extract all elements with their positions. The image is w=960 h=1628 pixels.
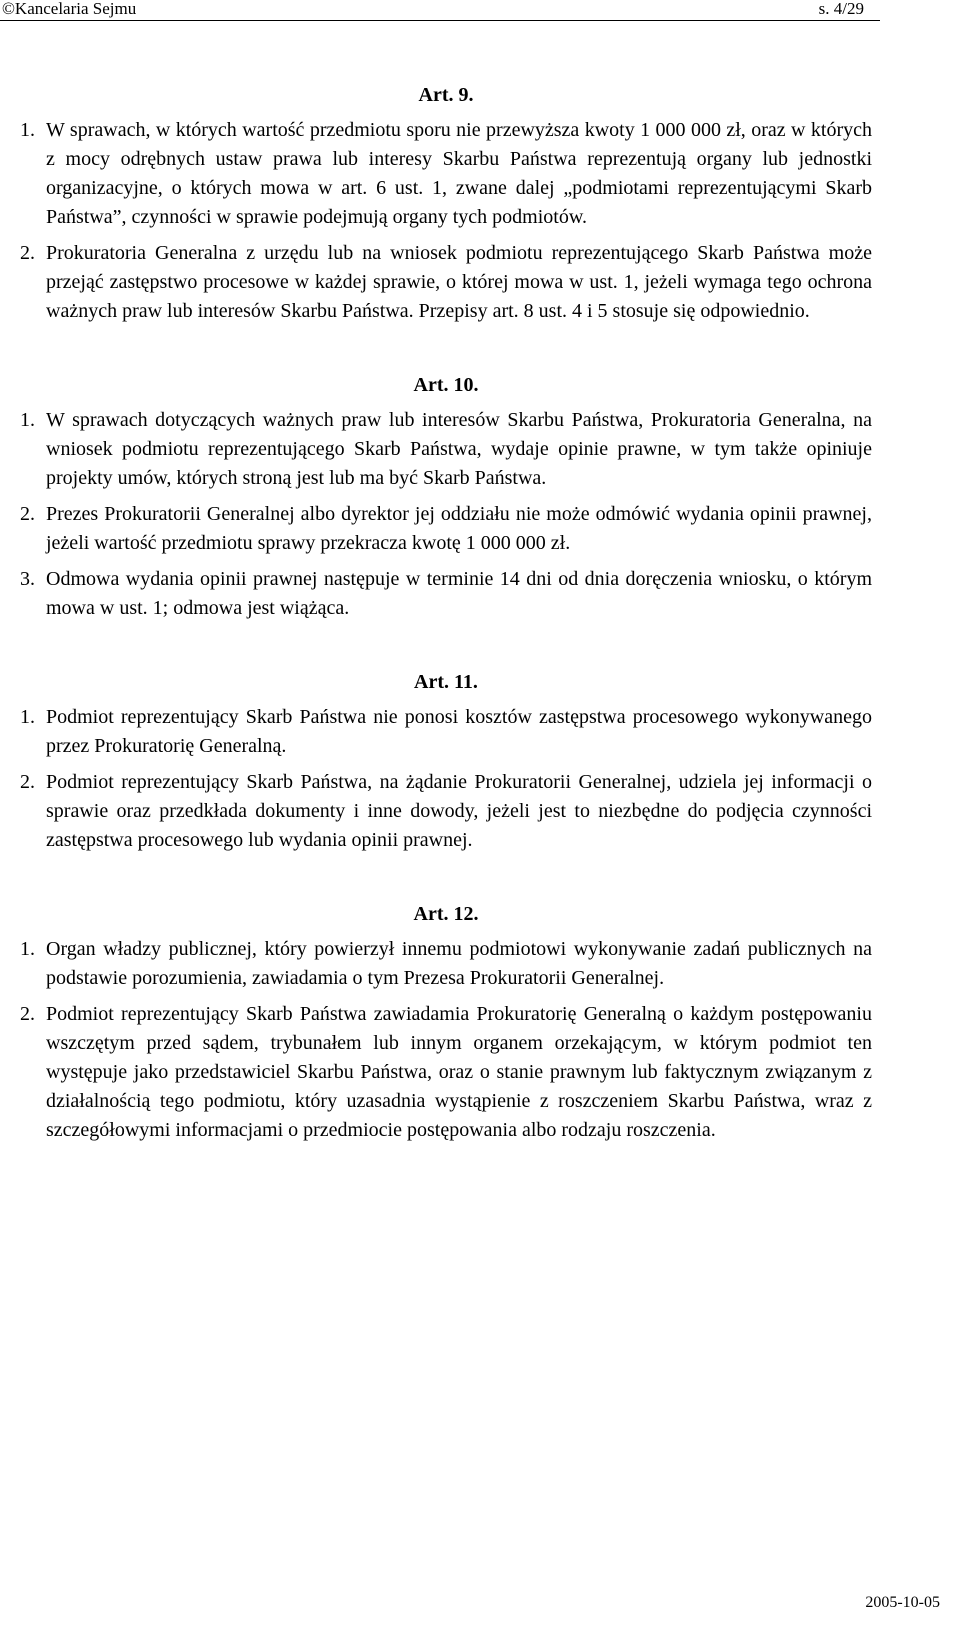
page-number: s. 4/29 <box>818 0 864 18</box>
paragraph-number: 1. <box>20 938 35 960</box>
paragraph-text: Odmowa wydania opinii prawnej następuje w terminie 14 dni od dnia doręczenia wniosku, o którym mowa w ust. 1; odmowa jest wiążąca. <box>46 568 872 619</box>
paragraph-number: 2. <box>20 1003 35 1025</box>
article-11 <box>20 667 872 855</box>
paragraph <box>20 406 872 493</box>
paragraph-number: 2. <box>20 242 35 264</box>
paragraph <box>20 116 872 232</box>
page-header <box>0 0 880 21</box>
paragraph-text: Prokuratoria Generalna z urzędu lub na wniosek podmiotu reprezentującego Skarb Państwa może przejąć zastępstwo procesowe w każdej sprawie, o której mowa w ust. 1, jeżeli wymaga tego ochrona ważnych praw lub interesów Skarbu Państwa. Przepisy art. 8 ust. 4 i 5 stosuje się odpowiednio. <box>46 242 872 322</box>
paragraph-text: W sprawach dotyczących ważnych praw lub interesów Skarbu Państwa, Prokuratoria Generalna, na wniosek podmiotu reprezentującego Skarb Państwa, wydaje opinie prawne, w tym także opiniuje projekty umów, których stroną jest lub ma być Skarb Państwa. <box>46 409 872 489</box>
paragraph-text: Prezes Prokuratorii Generalnej albo dyrektor jej oddziału nie może odmówić wydania opinii prawnej, jeżeli wartość przedmiotu sprawy przekracza kwotę 1 000 000 zł. <box>46 503 872 554</box>
paragraph-text: Organ władzy publicznej, który powierzył innemu podmiotowi wykonywanie zadań publicznych na podstawie porozumienia, zawiadamia o tym Prezesa Prokuratorii Generalnej. <box>46 938 872 989</box>
paragraph-number: 3. <box>20 568 35 590</box>
paragraph <box>20 768 872 855</box>
paragraph-text: Podmiot reprezentujący Skarb Państwa zawiadamia Prokuratorię Generalną o każdym postępowaniu wszczętym przed sądem, trybunałem lub innym organem orzekającym, w którym podmiot ten występuje jako przedstawiciel Skarbu Państwa, oraz o stanie prawnym lub faktycznym związanym z działalnością tego podmiotu, który uzasadnia wystąpienie z roszczeniem Skarbu Państwa, wraz z szczegółowymi informacjami o przedmiocie postępowania albo rodzaju roszczenia. <box>46 1003 872 1141</box>
paragraph-number: 1. <box>20 409 35 431</box>
article-title: Art. 10. <box>413 374 479 396</box>
article-10 <box>20 370 872 623</box>
paragraph-number: 2. <box>20 503 35 525</box>
article-title: Art. 9. <box>418 84 474 106</box>
article-title: Art. 11. <box>414 671 478 693</box>
copyright-label: ©Kancelaria Sejmu <box>2 0 137 18</box>
paragraph-text: W sprawach, w których wartość przedmiotu sporu nie przewyższa kwoty 1 000 000 zł, oraz w których z mocy odrębnych ustaw prawa lub interesy Skarbu Państwa reprezentują organy lub jednostki organizacyjne, o których mowa w art. 6 ust. 1, zwane dalej „podmiotami reprezentującymi Skarb Państwa”, czynności w sprawie podejmują organy tych podmiotów. <box>46 119 872 228</box>
paragraph <box>20 500 872 558</box>
paragraph <box>20 565 872 623</box>
paragraph <box>20 239 872 326</box>
article-12 <box>20 899 872 1145</box>
paragraph-text: Podmiot reprezentujący Skarb Państwa, na żądanie Prokuratorii Generalnej, udziela jej informacji o sprawie oraz przedkłada dokumenty i inne dowody, jeżeli jest to niezbędne do podjęcia czynności zastępstwa procesowego lub wydania opinii prawnej. <box>46 771 872 851</box>
paragraph-number: 1. <box>20 706 35 728</box>
paragraph <box>20 935 872 993</box>
document-body <box>20 68 872 1189</box>
article-9 <box>20 80 872 326</box>
paragraph <box>20 703 872 761</box>
paragraph-number: 2. <box>20 771 35 793</box>
paragraph-number: 1. <box>20 119 35 141</box>
document-date: 2005-10-05 <box>865 1594 940 1611</box>
article-title: Art. 12. <box>413 903 479 925</box>
paragraph <box>20 1000 872 1145</box>
paragraph-text: Podmiot reprezentujący Skarb Państwa nie ponosi kosztów zastępstwa procesowego wykonywanego przez Prokuratorię Generalną. <box>46 706 872 757</box>
